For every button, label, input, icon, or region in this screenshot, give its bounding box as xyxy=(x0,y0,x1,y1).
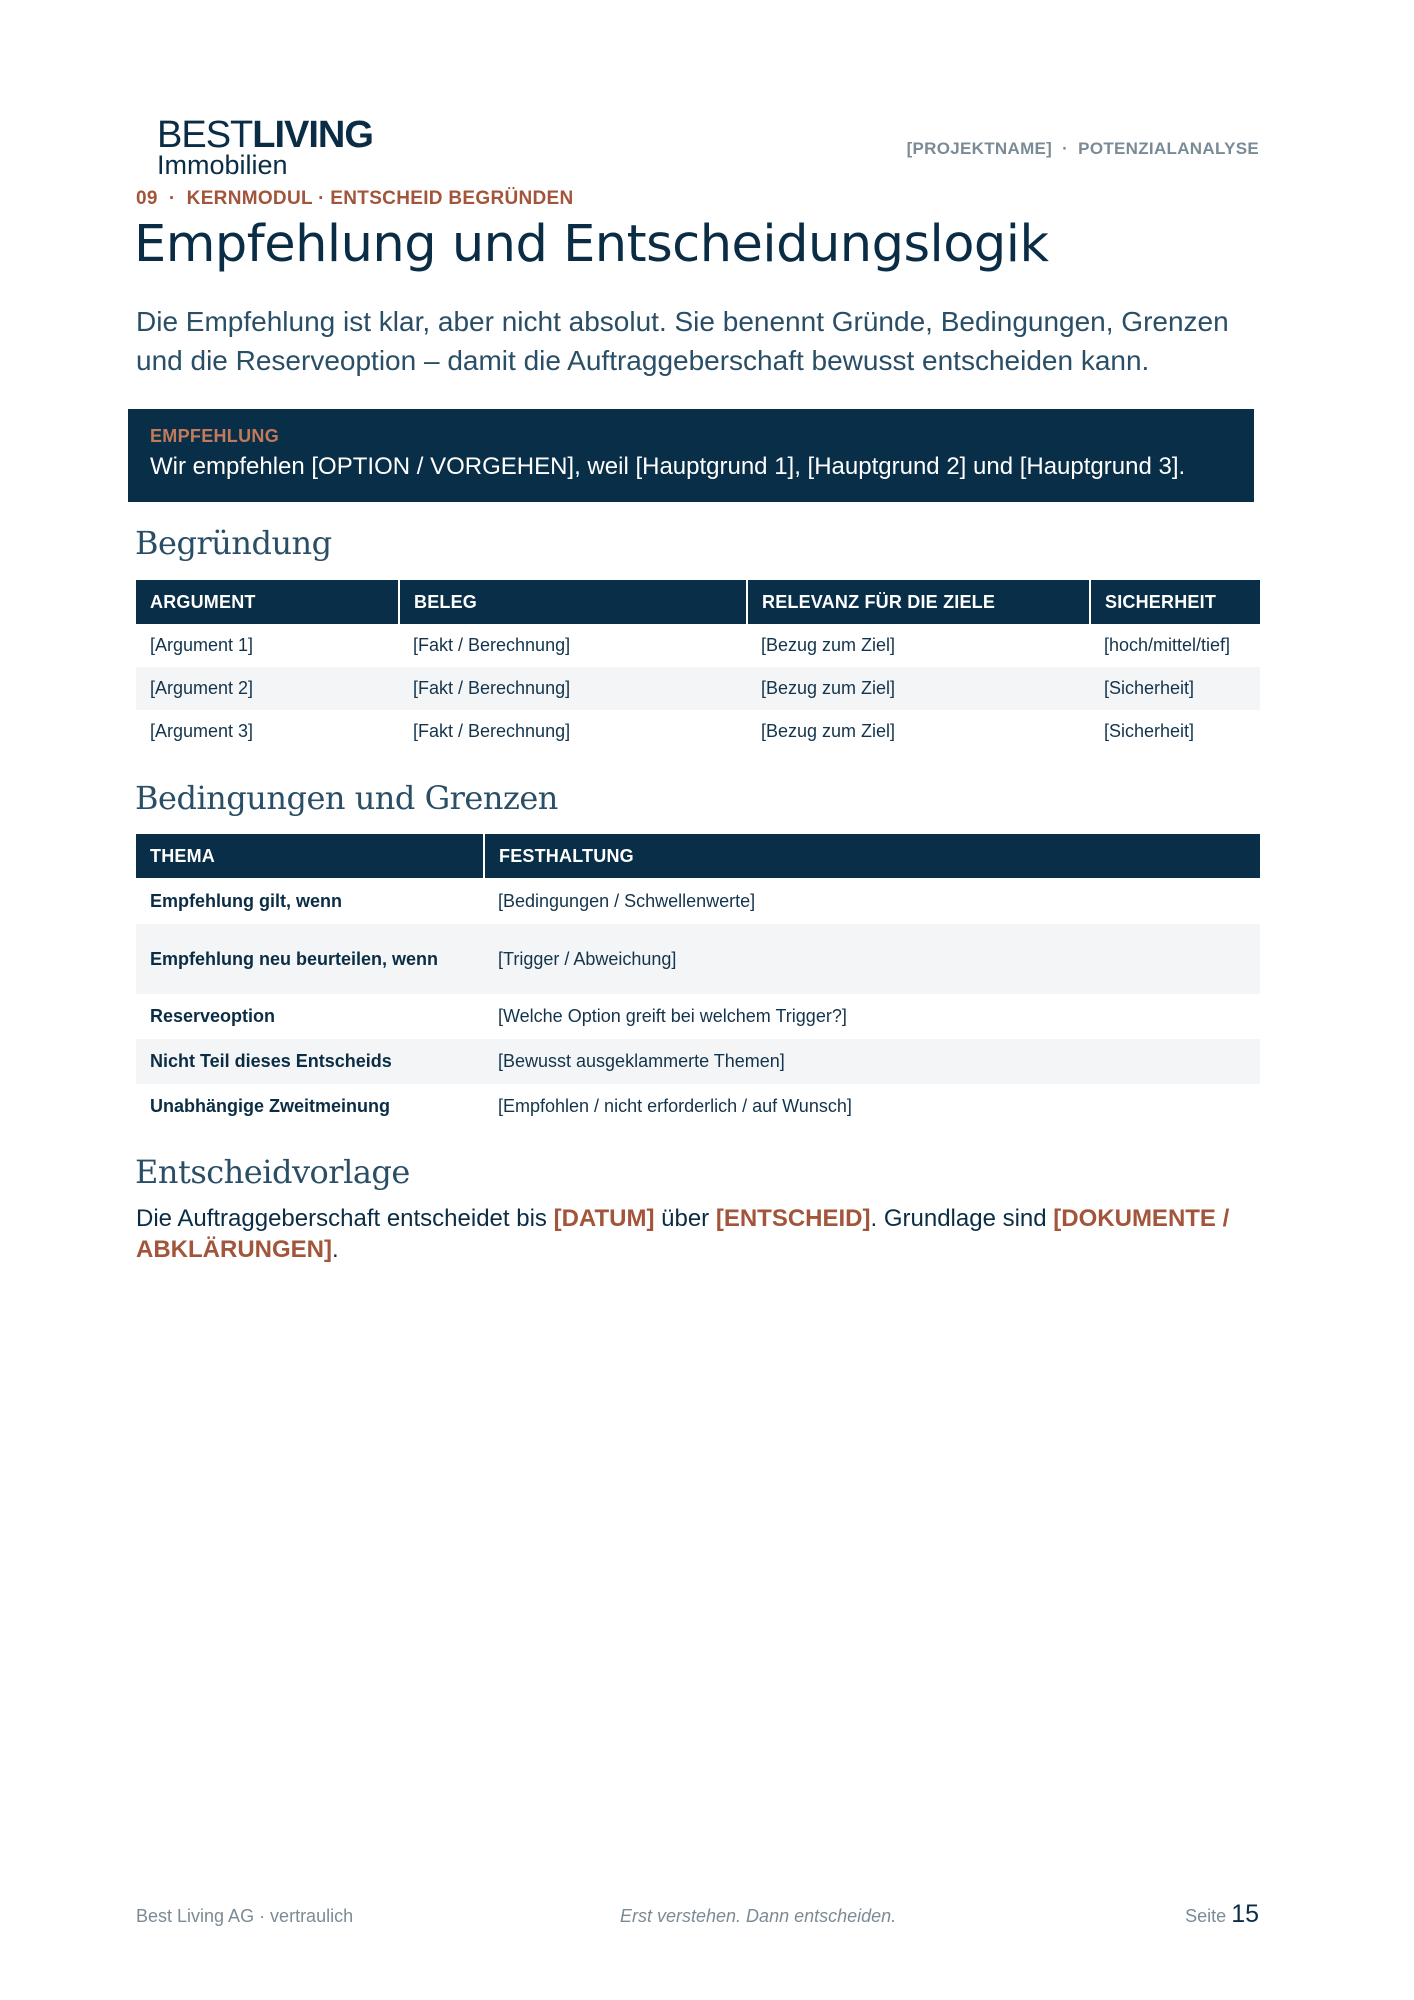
table-header-row xyxy=(136,580,1260,624)
table-row xyxy=(136,667,1260,710)
table-cell: Reserveoption xyxy=(150,1006,276,1026)
begruendung-heading: Begründung xyxy=(135,524,332,562)
bedingungen-heading: Bedingungen und Grenzen xyxy=(135,779,558,817)
table-row xyxy=(136,924,1260,994)
table-cell: [Bezug zum Ziel] xyxy=(761,721,896,741)
lead-paragraph: Die Empfehlung ist klar, aber nicht absolut. Sie benennt Gründe, Bedingungen, Grenzen und die Reserveoption – damit die Auftraggeberschaft bewusst entscheiden kann. xyxy=(136,306,1229,376)
column-header-thema: THEMA xyxy=(136,834,484,878)
column-header-beleg: BELEG xyxy=(399,580,747,624)
begruendung-table xyxy=(136,580,1260,753)
table-cell: [Argument 3] xyxy=(150,721,254,741)
table-cell: [Fakt / Berechnung] xyxy=(413,635,571,655)
placeholder-dokumente: [DOKUMENTE / ABKLÄRUNGEN] xyxy=(136,1205,1230,1263)
table-cell: [hoch/mittel/tief] xyxy=(1104,635,1231,655)
recommendation-box xyxy=(128,409,1254,502)
table-cell: Nicht Teil dieses Entscheids xyxy=(136,1039,484,1084)
table-cell: [Trigger / Abweichung] xyxy=(484,924,1260,994)
table-cell: [Fakt / Berechnung] xyxy=(399,667,747,710)
table-cell: Empfehlung gilt, wenn xyxy=(150,890,342,911)
table-cell: [Sicherheit] xyxy=(1104,721,1195,741)
column-header-festhaltung: FESTHALTUNG xyxy=(484,834,1260,878)
table-cell: [Bewusst ausgeklammerte Themen] xyxy=(484,1039,1260,1084)
table-cell: [Argument 2] xyxy=(136,667,399,710)
company-logo: BESTLIVING xyxy=(157,114,373,156)
header-project-label: [PROJEKTNAME] · POTENZIALANALYSE xyxy=(906,139,1259,158)
table-header-row xyxy=(136,834,1260,878)
table-row xyxy=(136,1039,1260,1084)
table-row xyxy=(136,878,1260,924)
entscheidvorlage-text: Die Auftraggeberschaft entscheidet bis [DATUM] über [ENTSCHEID]. Grundlage sind [DOKUMENTE / ABKLÄRUNGEN]. xyxy=(136,1205,1230,1263)
placeholder-entscheid: [ENTSCHEID] xyxy=(715,1205,871,1232)
table-cell: [Sicherheit] xyxy=(1090,667,1260,710)
table-cell: Unabhängige Zweitmeinung xyxy=(150,1096,391,1116)
table-cell: Empfehlung neu beurteilen, wenn xyxy=(136,924,484,994)
footer-left: Best Living AG · vertraulich xyxy=(136,1906,354,1926)
recommendation-text: Wir empfehlen [OPTION / VORGEHEN], weil [Hauptgrund 1], [Hauptgrund 2] und [Hauptgrund 3]. xyxy=(150,453,1186,480)
table-cell: [Argument 1] xyxy=(150,635,254,655)
company-logo-subtitle: Immobilien xyxy=(157,150,288,180)
table-row xyxy=(136,1084,1260,1129)
table-cell: [Bezug zum Ziel] xyxy=(761,635,896,655)
table-cell: [Empfohlen / nicht erforderlich / auf Wunsch] xyxy=(498,1096,852,1116)
column-header-relevanz: RELEVANZ FÜR DIE ZIELE xyxy=(747,580,1090,624)
recommendation-label: EMPFEHLUNG xyxy=(150,426,279,446)
table-cell: [Bezug zum Ziel] xyxy=(747,667,1090,710)
bedingungen-table xyxy=(136,834,1260,1129)
table-row xyxy=(136,624,1260,667)
table-row xyxy=(136,710,1260,753)
table-cell: [Bedingungen / Schwellenwerte] xyxy=(498,890,756,911)
table-row xyxy=(136,994,1260,1039)
page-number: Seite 15 xyxy=(1185,1900,1259,1928)
footer-tagline: Erst verstehen. Dann entscheiden. xyxy=(620,1906,897,1926)
table-cell: [Welche Option greift bei welchem Trigger?] xyxy=(498,1006,847,1026)
column-header-sicherheit: SICHERHEIT xyxy=(1090,580,1260,624)
section-eyebrow: 09 · KERNMODUL · ENTSCHEID BEGRÜNDEN xyxy=(136,188,574,209)
column-header-argument: ARGUMENT xyxy=(136,580,399,624)
page-title: Empfehlung und Entscheidungslogik xyxy=(134,215,1049,274)
table-cell: [Fakt / Berechnung] xyxy=(413,721,571,741)
placeholder-datum: [DATUM] xyxy=(553,1205,655,1232)
entscheidvorlage-heading: Entscheidvorlage xyxy=(135,1153,410,1191)
